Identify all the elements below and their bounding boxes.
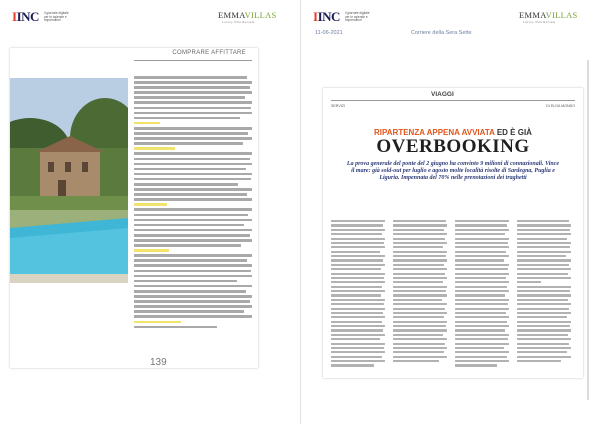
highlighted-text (134, 321, 181, 324)
text-line (455, 277, 506, 279)
text-line (134, 91, 252, 94)
emma-subtitle: Luxury Villa Rentals (222, 20, 255, 24)
text-line (134, 259, 247, 262)
text-line (393, 286, 447, 288)
text-line (393, 294, 447, 296)
header-rule (134, 60, 252, 61)
text-line (331, 303, 384, 305)
emma-villas-logo (218, 10, 277, 20)
magazine-page-right (323, 88, 583, 378)
text-line (331, 251, 380, 253)
text-line (455, 281, 509, 283)
text-line (331, 356, 382, 358)
text-line (517, 325, 570, 327)
text-line (455, 325, 509, 327)
emma-logo-a: EMMA (519, 10, 546, 20)
text-line (393, 308, 445, 310)
text-line (331, 364, 374, 366)
magazine-page-left (10, 48, 258, 368)
text-line (517, 273, 568, 275)
text-line (393, 273, 445, 275)
section-label: VIAGGI (431, 91, 454, 98)
text-line (393, 264, 444, 266)
text-line (134, 326, 217, 329)
text-line (517, 347, 571, 349)
text-line (134, 270, 251, 273)
emma-villas-logo (519, 10, 578, 20)
text-line (517, 255, 566, 257)
text-line (393, 238, 445, 240)
text-line (455, 334, 509, 336)
text-line (455, 343, 509, 345)
text-line (393, 233, 447, 235)
text-line (331, 264, 385, 266)
text-line (134, 183, 238, 186)
text-line (455, 286, 507, 288)
inc-subtitle: il giornale digitale per le aziende e imprenditori (44, 11, 69, 23)
text-line (134, 254, 252, 257)
text-line (134, 264, 252, 267)
text-line (134, 188, 252, 191)
inc-logo: IINC (12, 9, 39, 24)
kicker-text: RIPARTENZA APPENA AVVIATA (374, 128, 495, 137)
emma-logo-b: VILLAS (244, 10, 277, 20)
text-line (455, 229, 509, 231)
text-line (455, 224, 507, 226)
text-line (393, 220, 446, 222)
text-line (517, 308, 569, 310)
text-line (455, 273, 509, 275)
text-line (331, 329, 383, 331)
text-line (517, 238, 567, 240)
text-line (393, 329, 447, 331)
text-line (331, 286, 382, 288)
inc-logo-text: INC (317, 9, 340, 24)
text-line (455, 268, 508, 270)
text-line (587, 60, 589, 400)
text-line (455, 264, 509, 266)
text-line (517, 229, 570, 231)
headline: OVERBOOKING (376, 136, 530, 157)
text-line (517, 360, 561, 362)
side-text-strip (587, 60, 593, 400)
text-line (393, 351, 444, 353)
text-line (331, 316, 385, 318)
text-line (134, 86, 250, 89)
text-line (331, 325, 385, 327)
text-line (134, 173, 252, 176)
text-line (517, 299, 568, 301)
text-line (331, 220, 385, 222)
publication-source: Corriere della Sera Sette (411, 30, 472, 36)
text-line (134, 310, 244, 313)
inc-logo: IINC (313, 9, 340, 24)
header-rule (331, 100, 575, 101)
text-line (455, 308, 509, 310)
text-line (134, 142, 243, 145)
text-line (134, 127, 252, 130)
text-line (517, 268, 571, 270)
text-line (134, 234, 250, 237)
emma-subtitle: Luxury Villa Rentals (523, 20, 556, 24)
text-line (331, 351, 385, 353)
text-line (517, 312, 571, 314)
text-line (517, 233, 571, 235)
text-line (134, 158, 250, 161)
text-line (455, 312, 506, 314)
text-line (134, 285, 252, 288)
text-line (331, 229, 385, 231)
text-line (134, 224, 244, 227)
highlighted-text (134, 203, 167, 206)
text-line (455, 259, 504, 261)
text-line (455, 321, 507, 323)
text-line (134, 107, 251, 110)
text-line (134, 275, 252, 278)
text-line (517, 321, 571, 323)
text-line (455, 220, 509, 222)
text-line (393, 281, 443, 283)
text-line (331, 268, 381, 270)
text-line (455, 347, 504, 349)
running-head-left: SERVIZI (331, 104, 345, 108)
text-line (393, 268, 447, 270)
text-line (393, 347, 447, 349)
text-line (455, 338, 508, 340)
text-line (331, 308, 385, 310)
text-line (331, 290, 385, 292)
text-line (331, 233, 382, 235)
text-line (134, 305, 252, 308)
text-line (393, 303, 447, 305)
text-line (517, 290, 570, 292)
emma-logo-b: VILLAS (545, 10, 578, 20)
kicker-tail: ED È GIÀ (496, 128, 532, 137)
right-press-page (300, 0, 600, 424)
emma-logo-a: EMMA (218, 10, 245, 20)
text-line (331, 360, 385, 362)
text-line (134, 208, 252, 211)
text-line (393, 334, 443, 336)
text-line (517, 242, 571, 244)
text-line (134, 300, 250, 303)
text-line (517, 259, 571, 261)
text-line (331, 334, 385, 336)
inc-subtitle: il giornale digitale per le aziende e imprenditori (345, 11, 370, 23)
text-line (393, 277, 447, 279)
text-line (134, 214, 248, 217)
text-line (331, 343, 385, 345)
text-line (134, 219, 252, 222)
text-line (331, 299, 385, 301)
highlighted-text (134, 122, 160, 125)
text-line (331, 224, 383, 226)
text-line (455, 246, 509, 248)
text-line (134, 101, 252, 104)
text-line (517, 334, 568, 336)
text-line (393, 356, 447, 358)
text-line (517, 251, 571, 253)
text-line (331, 246, 385, 248)
text-line (331, 242, 384, 244)
text-line (134, 117, 240, 120)
article-body-left (134, 76, 252, 338)
text-line (517, 356, 571, 358)
text-line (393, 343, 445, 345)
text-line (517, 351, 567, 353)
text-line (517, 264, 569, 266)
text-line (517, 286, 571, 288)
text-line (393, 312, 447, 314)
text-line (517, 277, 571, 279)
text-line (331, 312, 383, 314)
text-line (455, 255, 509, 257)
inc-logo-text: INC (16, 9, 39, 24)
text-line (393, 338, 447, 340)
text-line (331, 273, 385, 275)
text-line (134, 198, 252, 201)
text-line (134, 229, 252, 232)
text-line (517, 224, 571, 226)
text-line (393, 251, 447, 253)
text-line (517, 220, 569, 222)
text-line (134, 96, 245, 99)
text-line (517, 246, 570, 248)
text-line (134, 81, 252, 84)
article-column-3 (455, 220, 509, 370)
text-line (517, 338, 571, 340)
text-line (455, 329, 505, 331)
text-line (134, 76, 247, 79)
text-line (455, 351, 509, 353)
publication-date: 11-06-2021 (315, 30, 343, 36)
text-line (134, 295, 252, 298)
text-line (517, 329, 571, 331)
text-line (134, 163, 252, 166)
highlighted-text (134, 147, 175, 150)
text-line (455, 316, 509, 318)
running-head-right: DI ELGA MONDO (546, 104, 575, 108)
text-line (455, 360, 509, 362)
text-line (517, 303, 571, 305)
text-line (134, 112, 252, 115)
text-line (455, 238, 509, 240)
text-line (134, 152, 252, 155)
text-line (331, 347, 384, 349)
text-line (455, 233, 505, 235)
text-line (331, 321, 382, 323)
text-line (393, 299, 442, 301)
highlighted-text (134, 249, 169, 252)
villa-photo (10, 78, 128, 283)
text-line (331, 259, 383, 261)
text-line (134, 280, 237, 283)
text-line (393, 259, 447, 261)
highlighted-text (517, 281, 541, 283)
text-line (134, 290, 246, 293)
text-line (455, 294, 505, 296)
text-line (393, 325, 446, 327)
text-line (331, 238, 385, 240)
villa-photo-image (10, 78, 128, 283)
text-line (134, 239, 252, 242)
text-line (393, 242, 447, 244)
text-line (331, 255, 385, 257)
text-line (455, 251, 506, 253)
page-number: 139 (150, 357, 167, 368)
text-line (455, 364, 497, 366)
text-line (134, 178, 251, 181)
text-line (134, 137, 252, 140)
section-title: COMPRARE AFFITTARE (172, 50, 246, 56)
text-line (331, 281, 385, 283)
article-deck: La prova generale del ponte del 2 giugno ha convinto 9 milioni di connazionali. Vince il mare: già sold-out per luglio e agosto molte località risolte di Sardegna, Puglia e Liguria. Impennata del 70% nelle prenotazioni dei traghetti (346, 161, 560, 182)
text-line (134, 315, 252, 318)
text-line (455, 242, 508, 244)
text-line (393, 316, 444, 318)
text-line (134, 193, 247, 196)
text-line (393, 255, 446, 257)
article-column-2 (393, 220, 447, 370)
text-line (393, 321, 447, 323)
text-line (134, 168, 246, 171)
text-line (517, 343, 569, 345)
text-line (331, 338, 380, 340)
text-line (455, 290, 509, 292)
text-line (393, 224, 447, 226)
text-line (455, 356, 507, 358)
text-line (393, 290, 446, 292)
text-line (517, 294, 571, 296)
text-line (393, 246, 443, 248)
text-line (134, 244, 241, 247)
text-line (331, 277, 384, 279)
text-line (331, 294, 381, 296)
text-line (517, 316, 567, 318)
article-column-1 (331, 220, 385, 370)
text-line (393, 229, 444, 231)
text-line (455, 299, 509, 301)
text-line (393, 360, 439, 362)
text-line (455, 303, 508, 305)
text-line (134, 132, 248, 135)
article-column-4 (517, 220, 571, 370)
